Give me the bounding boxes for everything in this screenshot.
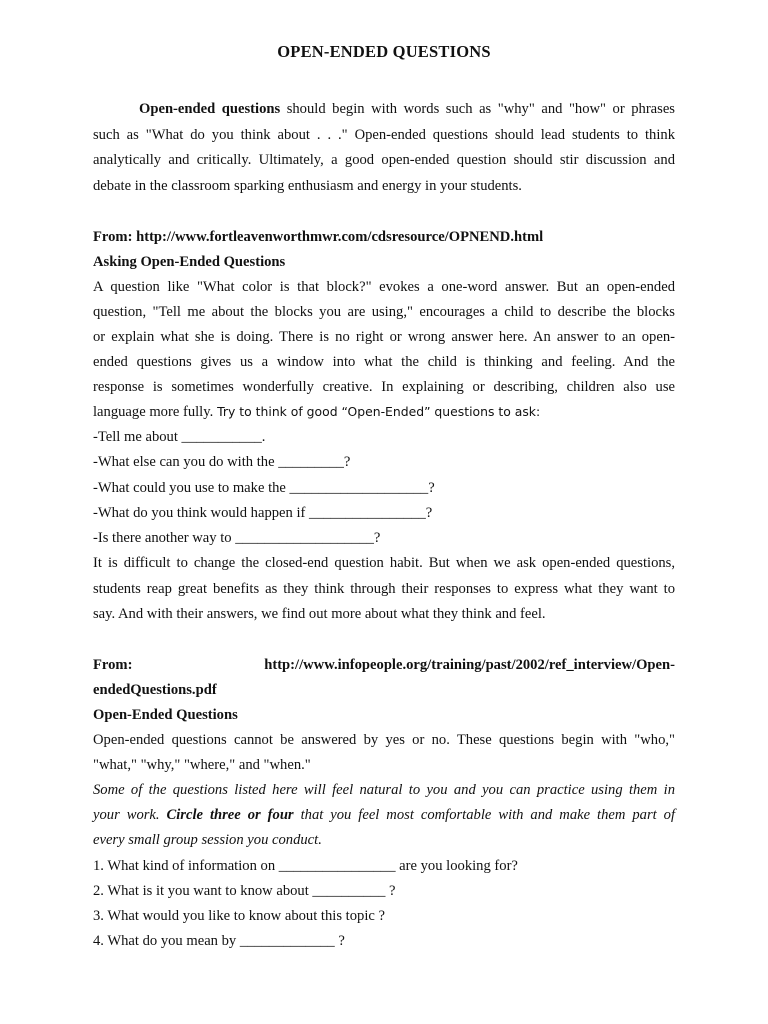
section2-italic-line-2 (93, 805, 675, 825)
closing-line-1: It is difficult to change the closed-end question habit. But when we ask open-ended questions, (93, 555, 675, 571)
prompt-item: -Is there another way to ___________________? (93, 530, 381, 546)
section2-italic-line-1: Some of the questions listed here will feel natural to you and you can practice using them in (93, 782, 675, 798)
intro-line-1 (93, 99, 675, 119)
section2-para-line-2: "what," "why," "where," and "when." (93, 757, 311, 773)
section1-para-line-5: response is sometimes wonderfully creative. In explaining or describing, children also use (93, 379, 675, 395)
section2-source-url: http://www.infopeople.org/training/past/2002/ref_interview/Open- (264, 657, 675, 673)
section2-para-line-1: Open-ended questions cannot be answered by yes or no. These questions begin with "who," (93, 732, 675, 748)
section2-source-line-1 (93, 655, 675, 675)
section1-para-line-1: A question like "What color is that block?" evokes a one-word answer. But an open-ended (93, 279, 675, 295)
question-item: 3. What would you like to know about this topic ? (93, 908, 385, 924)
section1-para-line-3: or explain what she is doing. There is no right or wrong answer here. An answer to an open- (93, 329, 675, 345)
prompt-item: -What could you use to make the ___________________? (93, 480, 435, 496)
closing-line-3: say. And with their answers, we find out more about what they think and feel. (93, 606, 546, 622)
page-title: OPEN-ENDED QUESTIONS (277, 42, 491, 61)
section2-source-label: From: (93, 657, 133, 673)
intro-line-2: such as "What do you think about . . ." Open-ended questions should lead students to think (93, 127, 675, 143)
prompt-item: -What else can you do with the _________? (93, 454, 351, 470)
prompt-item: -Tell me about ___________. (93, 429, 266, 445)
section1-para-line-6b: Try to think of good “Open-Ended” questions to ask: (213, 404, 541, 419)
section1-para-line-6 (93, 402, 675, 422)
question-item: 1. What kind of information on ________________ are you looking for? (93, 858, 518, 874)
section2-italic-2c: that you feel most comfortable with and make them part of (293, 807, 676, 823)
section1-para-line-4: ended questions gives us a window into what the child is thinking and feeling. And the (93, 354, 675, 370)
intro-line-4: debate in the classroom sparking enthusiasm and energy in your students. (93, 178, 522, 194)
section2-italic-2a: your work. (93, 807, 167, 823)
section2-italic-line-3: every small group session you conduct. (93, 832, 322, 848)
intro-line-1-rest: should begin with words such as "why" and "how" or phrases (280, 101, 675, 117)
section2-source-line-2: endedQuestions.pdf (93, 682, 217, 698)
closing-line-2: students reap great benefits as they think through their responses to express what they want to (93, 581, 675, 597)
prompt-item: -What do you think would happen if ________________? (93, 505, 433, 521)
intro-bold-lead: Open-ended questions (139, 101, 281, 117)
circle-instruction: Circle three or four (166, 807, 294, 823)
section1-heading: Asking Open-Ended Questions (93, 254, 286, 270)
intro-line-3: analytically and critically. Ultimately, a good open-ended question should stir discussion and (93, 152, 675, 168)
question-item: 4. What do you mean by _____________ ? (93, 933, 345, 949)
section1-source: From: http://www.fortleavenworthmwr.com/cdsresource/OPNEND.html (93, 229, 544, 245)
section2-heading: Open-Ended Questions (93, 707, 238, 723)
question-item: 2. What is it you want to know about __________ ? (93, 883, 396, 899)
section1-para-line-6a: language more fully. (93, 404, 214, 420)
section1-para-line-2: question, "Tell me about the blocks you are using," encourages a child to describe the blocks (93, 304, 675, 320)
